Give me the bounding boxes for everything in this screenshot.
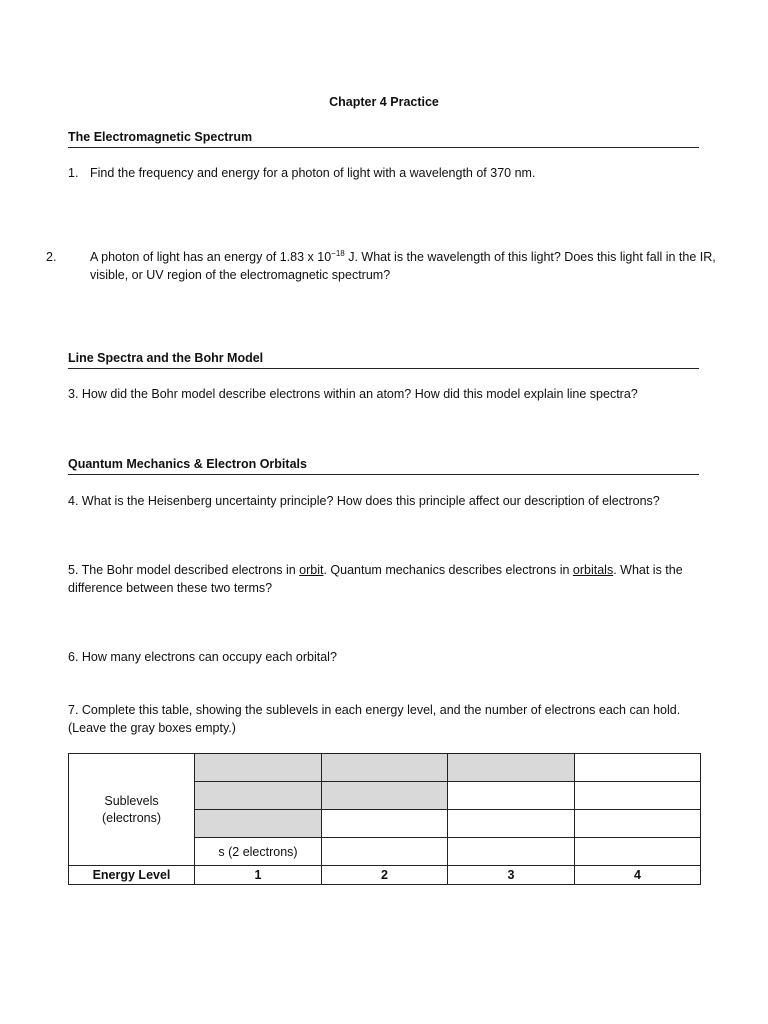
electrons-label: (electrons) [101, 810, 162, 825]
table-cell-empty[interactable] [575, 810, 701, 838]
question-1-number: 1. [68, 166, 79, 180]
energy-level-1: 1 [195, 866, 322, 885]
table-cell-empty[interactable] [448, 838, 575, 866]
question-5-text-c: . What is the difference between these two terms? [68, 563, 683, 595]
table-cell-gray [322, 782, 448, 810]
energy-level-2: 2 [322, 866, 448, 885]
table-cell-empty[interactable] [575, 782, 701, 810]
energy-level-label: Energy Level [69, 866, 195, 885]
question-5 [68, 561, 699, 597]
table-cell-s-sublevel: s (2 electrons) [195, 838, 322, 866]
energy-level-3: 3 [448, 866, 575, 885]
question-5-term-orbitals: orbitals [572, 563, 614, 577]
section-heading-em-spectrum: The Electromagnetic Spectrum [68, 130, 699, 148]
question-7-line-2: (Leave the gray boxes empty.) [68, 721, 236, 735]
table-cell-empty[interactable] [322, 810, 448, 838]
question-6: 6. How many electrons can occupy each orbital? [68, 650, 337, 664]
table-cell-gray [195, 810, 322, 838]
question-5-term-orbit: orbit [299, 563, 324, 577]
section-heading-quantum: Quantum Mechanics & Electron Orbitals [68, 457, 699, 475]
question-1 [68, 164, 699, 182]
table-cell-gray [195, 782, 322, 810]
table-cell-empty[interactable] [322, 838, 448, 866]
question-5-text-b: . Quantum mechanics describes electrons in [323, 563, 573, 577]
question-1-text: Find the frequency and energy for a photon of light with a wavelength of 370 nm. [90, 166, 536, 180]
question-4: 4. What is the Heisenberg uncertainty principle? How does this principle affect our description of electrons? [68, 494, 660, 508]
sublevels-row-label [69, 754, 195, 866]
table-cell-empty[interactable] [575, 754, 701, 782]
sublevels-label: Sublevels [104, 793, 159, 808]
question-7 [68, 701, 699, 737]
question-2 [46, 245, 721, 284]
table-cell-empty[interactable] [448, 810, 575, 838]
sublevels-table [68, 753, 701, 885]
table-cell-empty[interactable] [575, 838, 701, 866]
question-3: 3. How did the Bohr model describe electrons within an atom? How did this model explain line spectra? [68, 387, 638, 401]
table-cell-empty[interactable] [448, 782, 575, 810]
question-2-exponent: −18 [331, 249, 345, 258]
question-2-number: 2. [46, 250, 57, 265]
section-heading-bohr: Line Spectra and the Bohr Model [68, 351, 699, 369]
table-cell-gray [195, 754, 322, 782]
question-7-line-1: 7. Complete this table, showing the sublevels in each energy level, and the number of electrons each can hold. [68, 703, 681, 717]
question-2-text-a: A photon of light has an energy of 1.83 x 10 [90, 250, 332, 265]
question-2-text-b: J. What is the wavelength of this light? Does this light fall in the IR, visible, or UV region of the electromagnetic spectrum? [90, 250, 716, 283]
page-title: Chapter 4 Practice [329, 95, 439, 109]
table-cell-gray [322, 754, 448, 782]
table-cell-gray [448, 754, 575, 782]
question-5-text-a: 5. The Bohr model described electrons in [68, 563, 300, 577]
energy-level-4: 4 [575, 866, 701, 885]
